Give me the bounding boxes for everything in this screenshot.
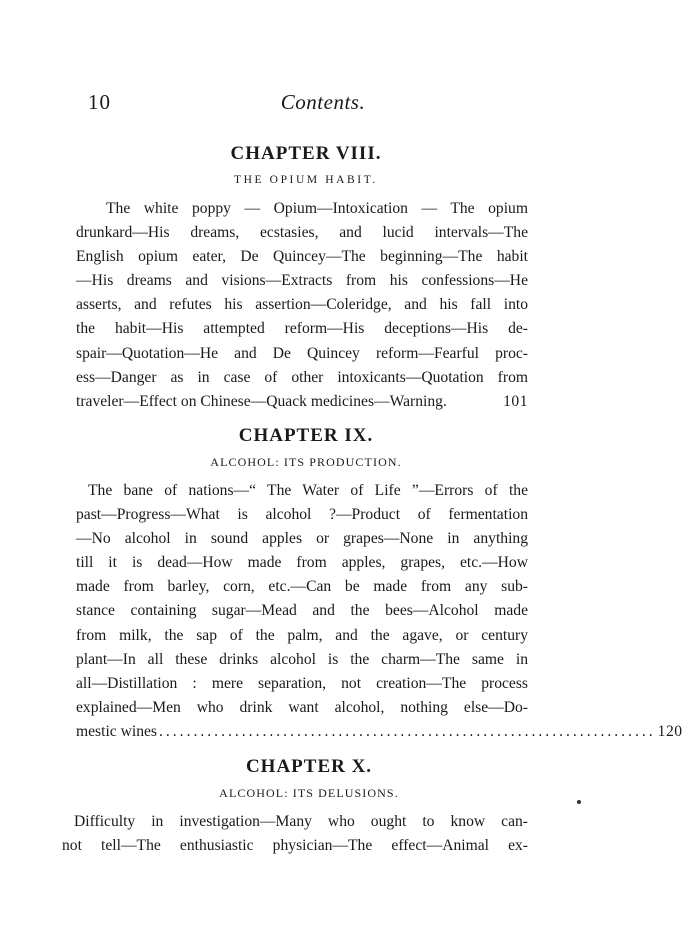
synopsis-line: The bane of nations—“ The Water of Life ”—Errors of the xyxy=(88,482,528,499)
chapter-ix xyxy=(76,425,683,744)
chapter-subheading: THE OPIUM HABIT. xyxy=(234,174,378,186)
synopsis-line: stance containing sugar—Mead and the bees—Alcohol made xyxy=(76,602,528,620)
chapter-x xyxy=(62,756,528,858)
margin-speck xyxy=(577,800,581,804)
page-reference: 120 xyxy=(657,722,683,740)
dot-leader xyxy=(447,390,503,414)
synopsis-line: the habit—His attempted reform—His deceptions—His de- xyxy=(76,320,528,338)
synopsis-line: traveler—Effect on Chinese—Quack medicines—Warning. xyxy=(76,392,447,410)
synopsis-line: asserts, and refutes his assertion—Coleridge, and his fall into xyxy=(76,296,528,314)
synopsis-line: explained—Men who drink want alcohol, nothing else—Do- xyxy=(76,698,528,716)
chapter-heading: CHAPTER X. xyxy=(245,756,373,777)
synopsis-line: spair—Quotation—He and De Quincey reform—Fearful proc- xyxy=(76,344,528,362)
synopsis-line: English opium eater, De Quincey—The beginning—The habit xyxy=(76,248,528,266)
running-title: Contents. xyxy=(280,90,366,114)
running-head xyxy=(88,90,528,116)
synopsis-line: plant—In all these drinks alcohol is the charm—The same in xyxy=(76,650,528,668)
chapter-viii xyxy=(76,143,528,414)
dot-leader: ........................................................................ xyxy=(158,722,656,740)
synopsis-line: ess—Danger as in case of other intoxicants—Quotation from xyxy=(76,368,528,386)
synopsis-line: all—Distillation : mere separation, not creation—The process xyxy=(76,674,528,692)
chapter-heading: CHAPTER VIII. xyxy=(230,143,382,164)
chapter-heading: CHAPTER IX. xyxy=(238,425,374,446)
synopsis-line: till it is dead—How made from apples, grapes, etc.—How xyxy=(76,554,528,572)
chapter-synopsis xyxy=(76,479,683,744)
synopsis-line: The white poppy — Opium—Intoxication — The opium xyxy=(106,200,528,217)
synopsis-line: drunkard—His dreams, ecstasies, and lucid intervals—The xyxy=(76,224,528,242)
synopsis-line: —His dreams and visions—Extracts from his confessions—He xyxy=(76,272,528,290)
synopsis-last-line xyxy=(76,390,528,414)
chapter-synopsis xyxy=(76,197,528,414)
chapter-subheading: ALCOHOL: ITS DELUSIONS. xyxy=(219,786,399,800)
chapter-subheading: ALCOHOL: ITS PRODUCTION. xyxy=(210,455,402,469)
synopsis-line: made from barley, corn, etc.—Can be made from any sub- xyxy=(76,578,528,596)
synopsis-line: mestic wines xyxy=(76,722,157,740)
synopsis-line: Difficulty in investigation—Many who ought to know can- xyxy=(74,813,528,830)
synopsis-last-line xyxy=(76,720,683,744)
synopsis-line: past—Progress—What is alcohol ?—Product of fermentation xyxy=(76,506,528,524)
chapter-synopsis xyxy=(62,810,528,858)
page-number: 10 xyxy=(88,90,111,114)
synopsis-line: from milk, the sap of the palm, and the agave, or century xyxy=(76,626,528,644)
synopsis-line: not tell—The enthusiastic physician—The effect—Animal ex- xyxy=(62,837,528,855)
page-reference: 101 xyxy=(503,392,528,410)
synopsis-line: —No alcohol in sound apples or grapes—None in anything xyxy=(76,530,528,548)
